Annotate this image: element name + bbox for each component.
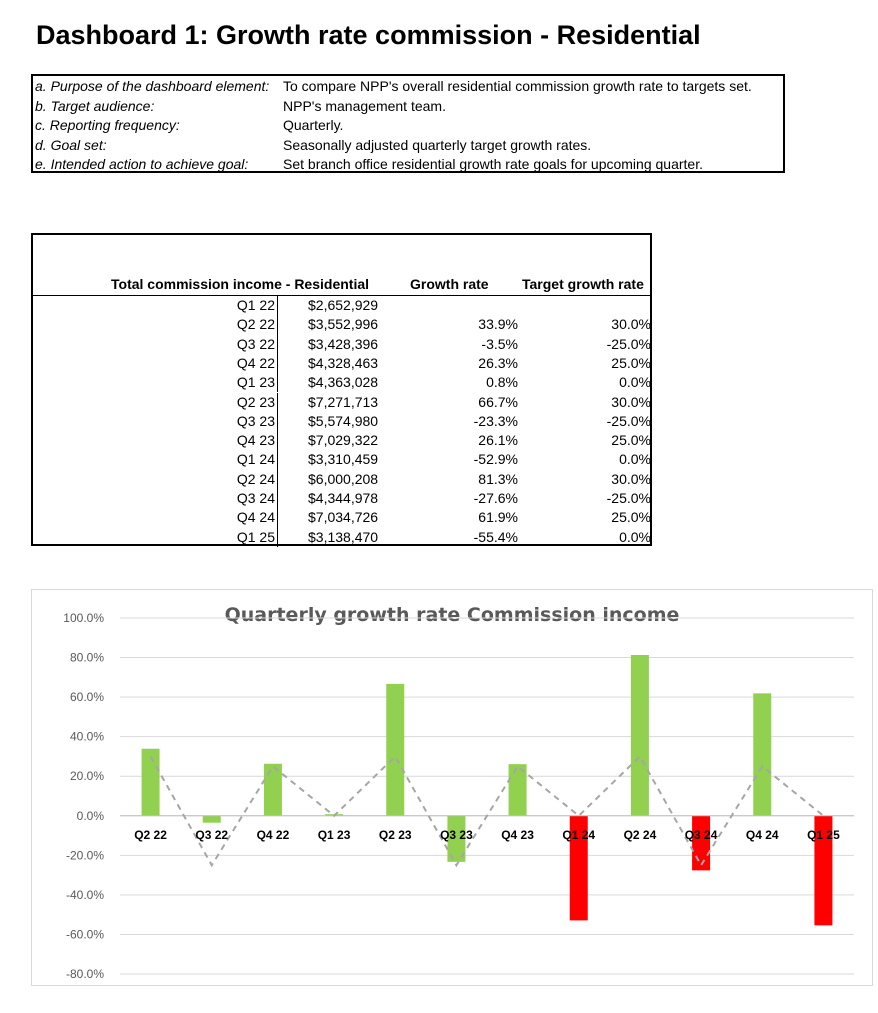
cell-quarter: Q1 23 [223,373,278,392]
x-tick-label: Q2 22 [134,827,167,842]
x-tick-label: Q1 24 [562,827,596,842]
cell-quarter: Q3 23 [223,412,278,431]
cell-quarter: Q4 22 [223,354,278,373]
x-tick-label: Q4 22 [256,827,290,842]
cell-growth: 0.8% [486,374,518,391]
bar-q2-24 [631,655,649,816]
cell-quarter: Q4 23 [223,431,278,450]
cell-target: 0.0% [619,374,651,391]
growth-chart [31,589,873,986]
cell-growth: -27.6% [473,490,518,506]
cell-quarter: Q4 24 [223,508,278,527]
cell-income: $7,029,322 [308,432,379,449]
chart-svg [32,590,872,985]
y-tick-label: 0.0% [76,808,104,823]
info-label: a. Purpose of the dashboard element: [35,78,270,94]
table-row [33,470,650,489]
cell-income: $6,000,208 [308,470,379,487]
cell-growth: 33.9% [478,316,518,333]
cell-target: 30.0% [611,470,651,487]
cell-growth: 26.1% [478,432,518,449]
info-value: Seasonally adjusted quarterly target growth rates. [283,136,592,153]
cell-target: 30.0% [611,316,651,333]
header-target: Target growth rate [522,276,644,292]
x-tick-label: Q1 23 [317,827,351,842]
cell-income: $3,552,996 [308,316,379,333]
cell-income: $7,034,726 [308,509,379,526]
info-value: NPP's management team. [283,97,446,114]
table-row [33,296,650,315]
header-income: Total commission income - Residential [111,276,370,292]
y-tick-label: 80.0% [69,650,104,665]
cell-quarter: Q1 25 [223,528,278,547]
cell-income: $7,271,713 [308,393,379,410]
cell-quarter: Q1 22 [223,296,278,315]
y-tick-label: 40.0% [69,729,104,744]
cell-target: 0.0% [619,451,651,468]
cell-target: -25.0% [606,412,651,429]
x-tick-label: Q3 22 [195,827,229,842]
cell-target: 25.0% [611,432,651,449]
table-row [33,508,650,527]
y-tick-label: 20.0% [69,769,104,784]
x-tick-label: Q2 24 [623,827,657,842]
bar-q2-22 [142,749,160,816]
table-row [33,431,650,450]
x-tick-label: Q4 23 [501,827,534,842]
bar-q3-22 [203,816,221,823]
cell-income: $3,310,459 [308,451,379,468]
cell-target: 0.0% [619,528,651,545]
data-table [31,233,652,546]
bar-q4-22 [264,764,282,816]
x-tick-label: Q4 24 [745,827,779,842]
chart-title: Quarterly growth rate Commission income [224,604,680,626]
bar-q3-24 [692,816,710,871]
cell-income: $4,363,028 [308,374,379,391]
table-header [33,273,650,296]
bar-q4-24 [753,693,771,815]
info-label: d. Goal set: [35,136,107,153]
cell-growth: 61.9% [478,509,518,526]
y-tick-label: -40.0% [65,887,104,902]
table-row [33,450,650,469]
cell-target: 25.0% [611,354,651,371]
x-tick-label: Q1 25 [807,827,840,842]
cell-quarter: Q3 24 [223,489,278,508]
x-tick-label: Q2 23 [378,827,412,842]
table-row [33,354,650,373]
target-line [151,756,824,865]
header-growth: Growth rate [410,276,489,292]
info-value: To compare NPP's overall residential commission growth rate to targets set. [283,78,752,94]
cell-growth: 26.3% [478,354,518,371]
bar-q2-23 [386,684,404,816]
cell-growth: -23.3% [473,412,518,429]
y-tick-label: 100.0% [63,611,104,625]
info-label: b. Target audience: [35,97,155,114]
cell-growth: -55.4% [473,528,518,545]
y-tick-label: -60.0% [65,927,104,942]
cell-income: $5,574,980 [308,412,379,429]
cell-growth: -3.5% [481,335,518,352]
info-box [31,74,785,173]
info-label: e. Intended action to achieve goal: [35,156,249,173]
table-row [33,373,650,392]
y-tick-label: -80.0% [65,967,104,981]
cell-target: 25.0% [611,509,651,526]
cell-growth: 81.3% [478,470,518,487]
cell-quarter: Q1 24 [223,450,278,469]
cell-growth: -52.9% [473,451,518,468]
info-value: Quarterly. [283,117,344,134]
info-value: Set branch office residential growth rate goals for upcoming quarter. [283,156,703,173]
table-row [33,335,650,354]
cell-quarter: Q2 24 [223,470,278,489]
page-title: Dashboard 1: Growth rate commission - Residential [36,20,701,50]
cell-income: $4,328,463 [308,354,379,371]
cell-income: $4,344,978 [308,490,379,506]
table-row [33,528,650,547]
cell-growth: 66.7% [478,393,518,410]
x-tick-label: Q3 24 [684,827,718,842]
cell-income: $3,428,396 [308,335,379,352]
cell-target: 30.0% [611,393,651,410]
table-row [33,315,650,334]
cell-income: $2,652,929 [308,297,379,313]
cell-income: $3,138,470 [308,528,379,545]
table-row [33,412,650,431]
cell-quarter: Q3 22 [223,335,278,354]
x-tick-label: Q3 23 [440,827,473,842]
table-row [33,489,650,508]
cell-target: -25.0% [606,490,651,506]
table-row [33,393,650,412]
y-tick-label: -20.0% [65,848,104,863]
y-tick-label: 60.0% [69,690,104,705]
cell-target: -25.0% [606,335,651,352]
info-label: c. Reporting frequency: [35,117,180,134]
cell-quarter: Q2 22 [223,315,278,334]
cell-quarter: Q2 23 [223,393,278,412]
